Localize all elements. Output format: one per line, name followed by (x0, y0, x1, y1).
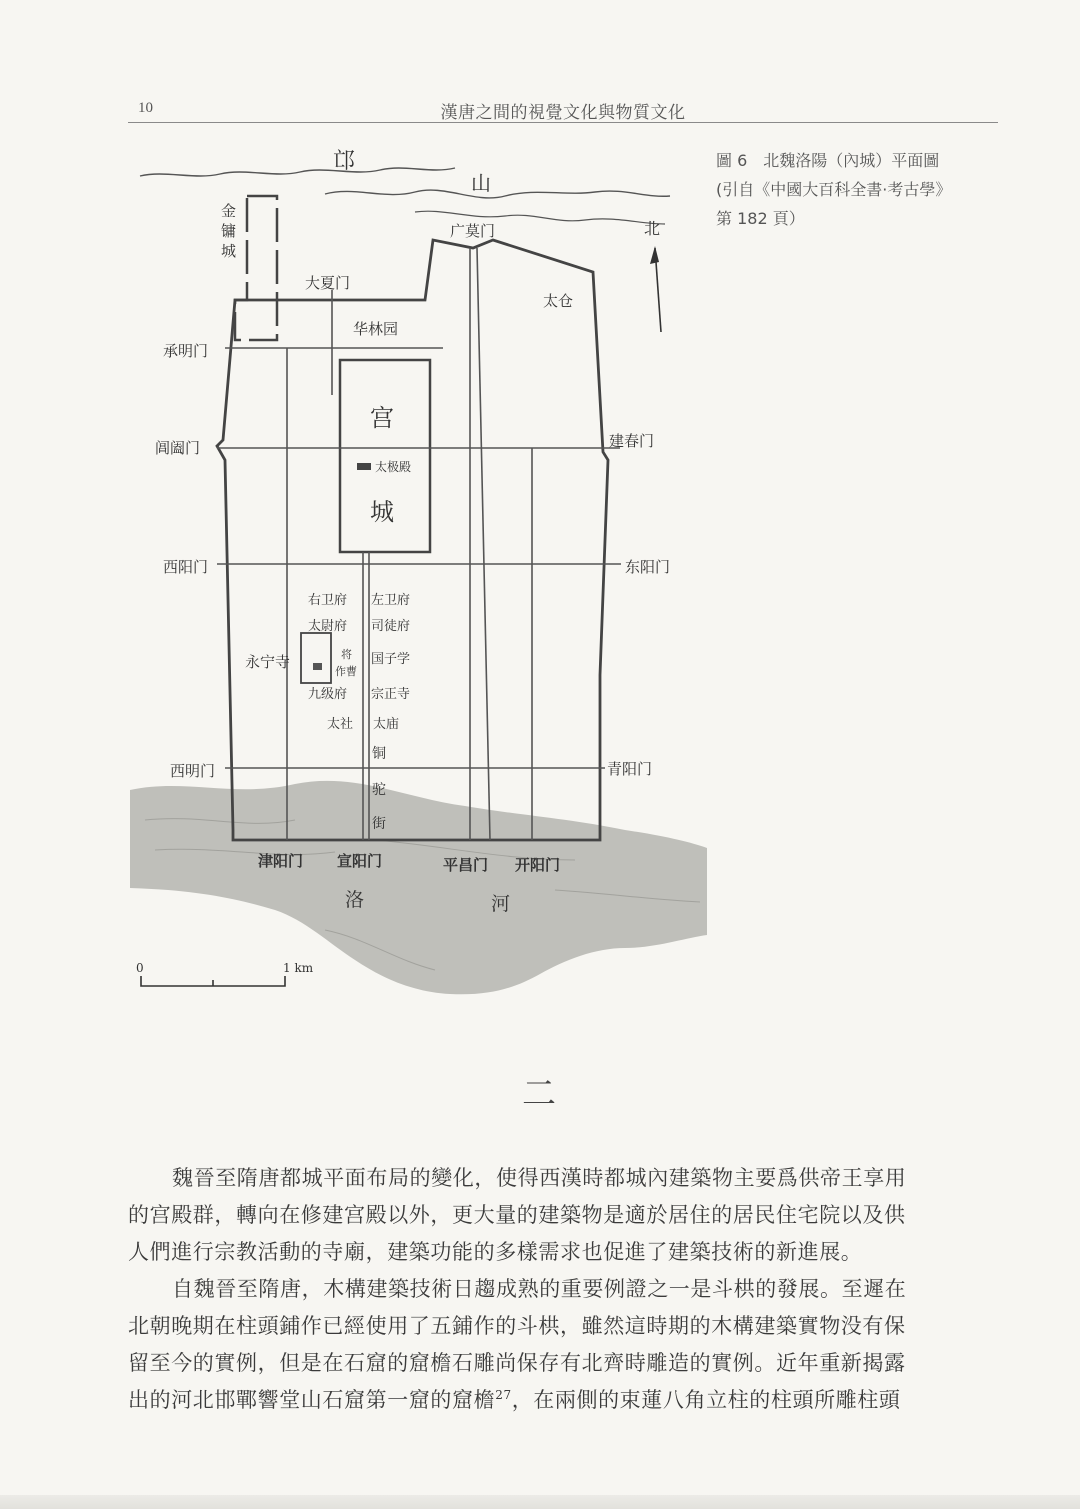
running-title: 漢唐之間的視覺文化與物質文化 (440, 103, 686, 123)
label-xiyang-gate: 西阳门 (163, 558, 209, 576)
yongning-pagoda-marker (313, 663, 322, 670)
label-zuowei-fu: 左卫府 (371, 593, 411, 608)
label-jiangzuo-1: 将 (341, 648, 352, 661)
page-number: 10 (138, 100, 153, 116)
label-guangmo-gate: 广莫门 (450, 222, 496, 240)
label-jiangzuo-2: 作曹 (335, 665, 357, 678)
label-jianchun-gate: 建春门 (609, 432, 655, 450)
label-taimiao: 太庙 (373, 717, 400, 732)
paragraph-2-line (128, 1382, 998, 1419)
north-arrow-icon (650, 246, 659, 264)
label-taiji-hall: 太极殿 (375, 460, 412, 474)
label-ximing-gate: 西明门 (170, 762, 216, 780)
luo-river-area (130, 781, 707, 994)
yongning-temple-outline (301, 633, 331, 683)
paragraph-2-text-after-note: ，在兩側的束蓮八角立柱的柱頭所雕柱頭 (511, 1388, 901, 1412)
label-changhe-gate: 阊阖门 (155, 439, 201, 457)
caption-line: 第 182 頁） (716, 209, 805, 228)
paragraph-1-line: 的宫殿群，轉向在修建宫殿以外，更大量的建築物是適於居住的居民住宅院以及供 (128, 1203, 906, 1227)
label-jinyong-3: 城 (221, 242, 237, 260)
jinyong-city-outline (235, 196, 277, 340)
label-tongtuo-3: 街 (372, 816, 386, 832)
paragraph-2-line: 北朝晚期在柱頭鋪作已經使用了五鋪作的斗栱，雖然這時期的木構建築實物没有保 (128, 1314, 906, 1338)
label-taicang: 太仓 (543, 292, 574, 310)
scale-bar (141, 976, 285, 986)
paragraph-2-line: 自魏晉至隋唐，木構建築技術日趨成熟的重要例證之一是斗栱的發展。至遲在 (172, 1277, 907, 1301)
footnote-reference[interactable]: 27 (495, 1388, 512, 1402)
label-youwei-fu: 右卫府 (308, 593, 348, 608)
city-wall (217, 240, 608, 840)
label-daxia-gate: 大夏门 (305, 274, 351, 292)
label-jinyong-2: 镛 (221, 222, 237, 240)
label-mang-right: 山 (471, 171, 491, 195)
label-north: 北 (644, 219, 661, 238)
label-guozixue: 国子学 (371, 652, 411, 667)
label-palace-1: 宫 (370, 404, 394, 432)
label-kaiyang-gate: 开阳门 (515, 856, 561, 874)
caption-line: 圖 6 北魏洛陽（內城）平面圖 (716, 151, 940, 170)
figure-caption (716, 146, 1016, 233)
mang-mountain-line-2 (325, 190, 670, 198)
label-scale-zero: 0 (136, 961, 144, 975)
page-bottom-edge (0, 1495, 1080, 1509)
label-luo-river-1: 洛 (345, 889, 365, 911)
label-yongning-temple: 永宁寺 (245, 653, 291, 671)
luoyang-city-map (125, 130, 715, 1010)
label-situ-fu: 司徒府 (371, 619, 411, 634)
label-xuanyang-gate: 宣阳门 (337, 852, 383, 870)
label-tongtuo-2: 驼 (372, 782, 386, 798)
taiji-hall-marker (357, 463, 371, 470)
label-hualin-garden: 华林园 (353, 320, 399, 338)
label-taiwei-fu: 太尉府 (308, 619, 348, 634)
label-chengming-gate: 承明门 (163, 342, 209, 360)
label-luo-river-2: 河 (491, 893, 511, 915)
label-zongzheng-si: 宗正寺 (371, 687, 411, 702)
page-header (128, 92, 998, 123)
body-text (128, 1160, 998, 1419)
label-palace-2: 城 (370, 498, 394, 526)
guangmo-road-right (477, 248, 490, 840)
label-pingchang-gate: 平昌门 (443, 856, 489, 874)
mang-mountain-line-1 (140, 168, 455, 176)
paragraph-2-line: 留至今的實例，但是在石窟的窟檐石雕尚保存有北齊時雕造的實例。近年重新揭露 (128, 1351, 906, 1375)
label-taishe: 太社 (327, 717, 354, 732)
paragraph-2-text-before-note: 出的河北邯鄲響堂山石窟第一窟的窟檐 (128, 1388, 496, 1412)
label-tongtuo-1: 铜 (372, 746, 386, 762)
label-jinyang-gate: 津阳门 (258, 852, 304, 870)
paragraph-1-line: 人們進行宗教活動的寺廟，建築功能的多樣需求也促進了建築技術的新進展。 (128, 1240, 863, 1264)
label-scale-km: 1 km (283, 961, 314, 975)
section-number: 二 (522, 1074, 558, 1114)
label-jinyong-1: 金 (221, 202, 237, 220)
paragraph-1-line: 魏晉至隋唐都城平面布局的變化，使得西漢時都城內建築物主要爲供帝王享用 (172, 1166, 907, 1190)
caption-line: (引自《中國大百科全書·考古學》 (716, 180, 952, 199)
label-dongyang-gate: 东阳门 (625, 558, 671, 576)
label-jiuji-fu: 九级府 (308, 687, 348, 702)
label-mang-left: 邙 (333, 149, 356, 174)
label-qingyang-gate: 青阳门 (607, 760, 653, 778)
